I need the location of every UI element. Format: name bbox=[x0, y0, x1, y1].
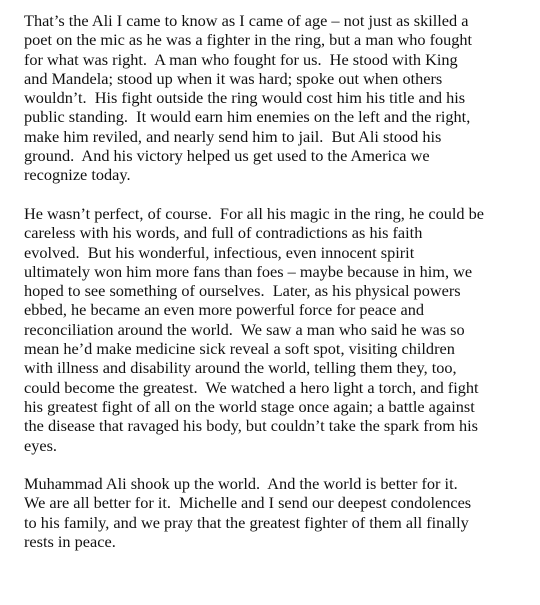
text-line: the disease that ravaged his body, but couldn’t take the spark from his bbox=[24, 416, 478, 436]
text-line: reconciliation around the world. We saw a man who said he was so bbox=[24, 319, 465, 339]
text-line: could become the greatest. We watched a hero light a torch, and fight bbox=[24, 377, 479, 397]
text-line: That’s the Ali I came to know as I came of age – not just as skilled a bbox=[24, 11, 469, 30]
text-line: We are all better for it. Michelle and I send our deepest condolences bbox=[24, 493, 472, 513]
text-line: ground. And his victory helped us get used to the America we bbox=[24, 146, 430, 166]
text-line: rests in peace. bbox=[24, 532, 116, 552]
text-line: public standing. It would earn him enemies on the left and the right, bbox=[24, 107, 471, 127]
text-line: make him reviled, and nearly send him to jail. But Ali stood his bbox=[24, 126, 442, 146]
paragraph-2 bbox=[24, 204, 540, 455]
text-line: evolved. But his wonderful, infectious, even innocent spirit bbox=[24, 242, 415, 262]
paragraph-1 bbox=[24, 11, 540, 185]
text-line: wouldn’t. His fight outside the ring would cost him his title and his bbox=[24, 88, 466, 108]
text-line: recognize today. bbox=[24, 165, 131, 185]
text-line: with illness and disability around the world, telling them they, too, bbox=[24, 358, 457, 378]
text-line: poet on the mic as he was a fighter in the ring, but a man who fought bbox=[24, 30, 473, 50]
text-line: his greatest fight of all on the world stage once again; a battle against bbox=[24, 396, 475, 416]
text-line: eyes. bbox=[24, 435, 57, 455]
text-line: ebbed, he became an even more powerful force for peace and bbox=[24, 300, 425, 320]
text-line: for what was right. A man who fought for us. He stood with King bbox=[24, 49, 458, 69]
text-line: Muhammad Ali shook up the world. And the world is better for it. bbox=[24, 474, 458, 494]
paragraph-3 bbox=[24, 474, 540, 551]
text-line: to his family, and we pray that the greatest fighter of them all finally bbox=[24, 512, 469, 532]
text-line: and Mandela; stood up when it was hard; spoke out when others bbox=[24, 68, 443, 88]
text-line: He wasn’t perfect, of course. For all his magic in the ring, he could be bbox=[24, 203, 484, 223]
text-line: careless with his words, and full of contradictions as his faith bbox=[24, 223, 423, 243]
text-line: ultimately won him more fans than foes – maybe because in him, we bbox=[24, 261, 473, 281]
text-line: mean he’d make medicine sick reveal a soft spot, visiting children bbox=[24, 339, 455, 359]
text-line: hoped to see something of ourselves. Later, as his physical powers bbox=[24, 281, 461, 301]
document-body bbox=[24, 11, 540, 571]
